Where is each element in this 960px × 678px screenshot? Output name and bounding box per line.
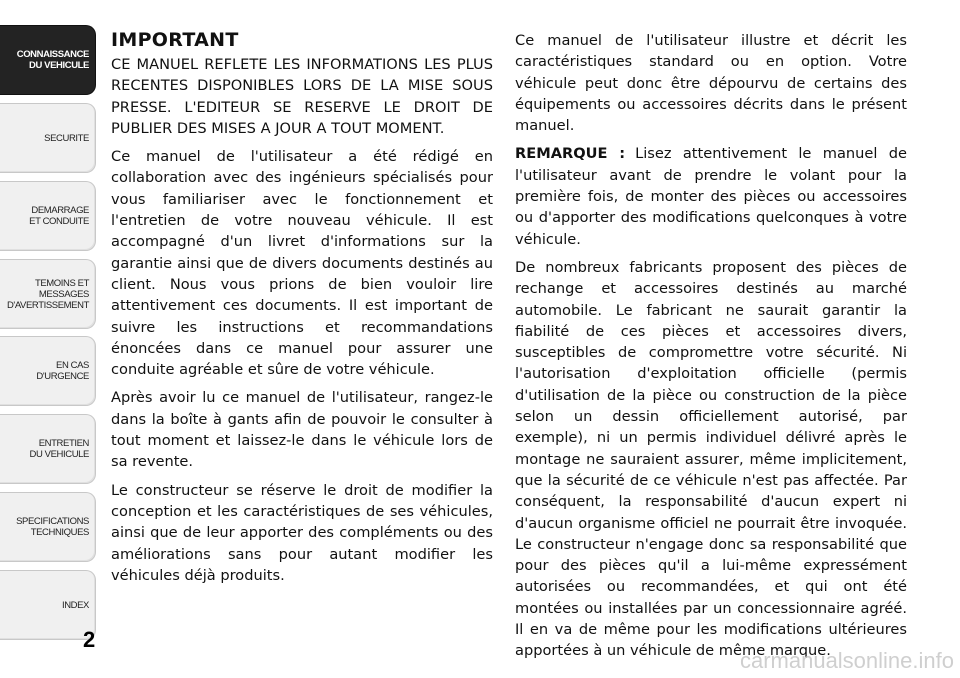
tab-entretien-du-vehicule[interactable] <box>0 414 96 484</box>
tab-specifications-techniques[interactable] <box>0 492 96 562</box>
paragraph-equipment: Ce manuel de l'utilisateur illustre et décrit les caractéristiques standard ou en option. Votre véhicule peut donc être dépourvu de certains des équipements ou accessoires décrits dans le présent manuel. <box>515 32 907 135</box>
tab-label: ENTRETIEN DU VEHICULE <box>29 438 89 460</box>
tab-label: SECURITE <box>44 132 89 144</box>
tab-en-cas-d-urgence[interactable] <box>0 336 96 406</box>
tab-label: INDEX <box>61 599 89 611</box>
tab-securite[interactable] <box>0 103 96 173</box>
tab-label: DEMARRAGE ET CONDUITE <box>29 205 89 227</box>
tab-index[interactable] <box>0 570 96 640</box>
paragraph-intro: Ce manuel de l'utilisateur a été rédigé en collaboration avec des ingénieurs spécialisés pour vous familiariser avec le fonctionnement et l'entretien de votre nouveau véhicule. Il est accompagné d'un livret d'informations sur la garantie ainsi que de divers documents destinés au client. Nous vous prions de bien vouloir lire attentivement ces documents. Il est important de suivre les instructions et recommandations énoncées dans ce manuel pour assurer une conduite agréable et sûre de votre véhicule. <box>111 148 493 379</box>
watermark: carmanualsonline.info <box>739 648 954 673</box>
tab-label: CONNAISSANCE DU VEHICULE <box>16 49 89 71</box>
tab-label: SPECIFICATIONS TECHNIQUES <box>16 516 89 538</box>
tab-connaissance-du-vehicule[interactable] <box>0 25 96 95</box>
note-label: REMARQUE : <box>515 145 626 163</box>
important-notice: CE MANUEL REFLETE LES INFORMATIONS LES PLUS RECENTES DISPONIBLES LORS DE LA MISE SOUS PRESSE. L'EDITEUR SE RESERVE LE DROIT DE PUBLIER DES MISES A JOUR A TOUT MOMENT. <box>111 56 493 137</box>
tab-label: TEMOINS ET MESSAGES D'AVERTISSEMENT <box>6 277 89 311</box>
tab-label: EN CAS D'URGENCE <box>36 360 89 382</box>
paragraph-glovebox: Après avoir lu ce manuel de l'utilisateur, rangez-le dans la boîte à gants afin de pouvoir le consulter à tout moment et laissez-le dans le véhicule lors de sa revente. <box>111 389 493 471</box>
important-heading: IMPORTANT <box>111 29 239 51</box>
note-text: Lisez attentivement le manuel de l'utilisateur avant de prendre le volant pour la première fois, de monter des pièces ou accessoires ou d'apporter des modifications quelconques à votre véhicule. <box>515 145 908 248</box>
tab-temoins-et-messages[interactable] <box>0 259 96 329</box>
note-paragraph <box>515 143 907 249</box>
right-column <box>515 30 907 669</box>
paragraph-parts: De nombreux fabricants proposent des pièces de rechange et accessoires destinés au marché automobile. Le fabricant ne saurait garantir la fiabilité de ces pièces et accessoires divers, susceptibles de compromettre votre sécurité. Ni l'autorisation d'exploitation officielle (permis d'utilisation de la pièce ou construction de la pièce selon un dessin officiellement autorisé, par exemple), ni un permis individuel délivré après le montage ne sauraient assurer, même implicitement, que la sécurité de ce véhicule n'est pas affectée. Par conséquent, la responsabilité d'aucun expert ni d'aucun organisme officiel ne pourrait être invoquée. Le constructeur n'engage donc sa responsabilité que pour des pièces qu'il a lui-même expressément autorisées ou recommandées, et qui ont été montées ou installées par un concessionnaire agréé. Il en va de même pour les modifications ultérieures apportées à un véhicule de même marque. <box>515 258 907 660</box>
paragraph-modifications: Le constructeur se réserve le droit de modifier la conception et les caractéristiques de ses véhicules, ainsi que de leur apporter des compléments ou des améliorations sans pour autant modifier les véhicules déjà produits. <box>111 481 493 584</box>
left-column <box>111 30 493 593</box>
tab-demarrage-et-conduite[interactable] <box>0 181 96 251</box>
page-number: 2 <box>83 627 96 652</box>
